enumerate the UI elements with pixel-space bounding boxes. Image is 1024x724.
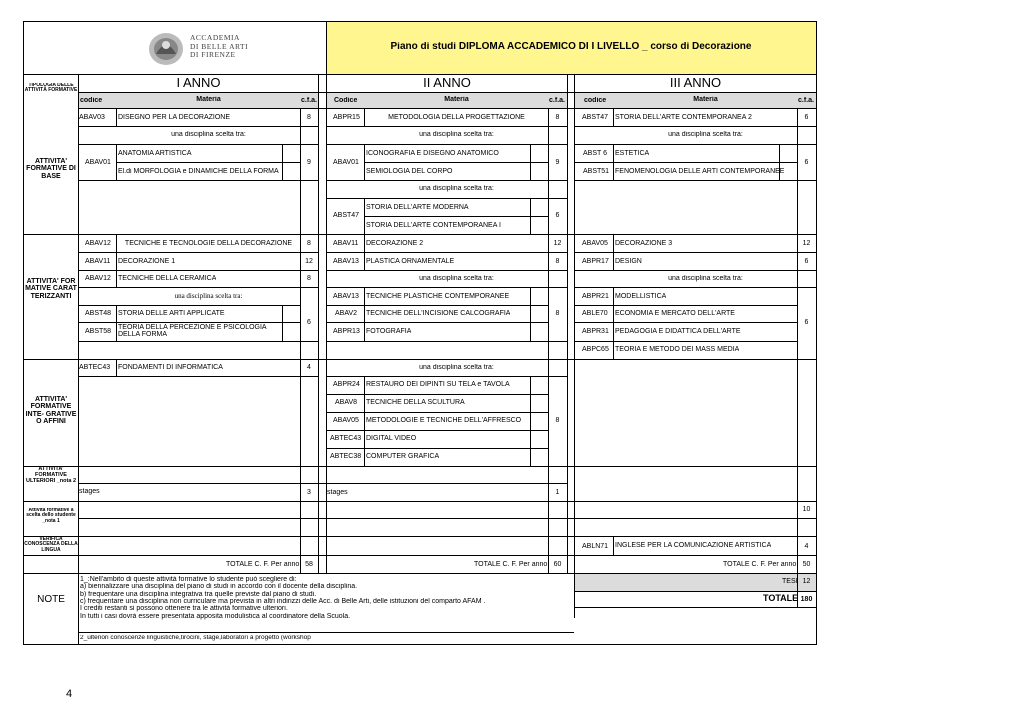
academy-line-1: ACCADEMIA xyxy=(190,33,240,42)
y3-car-group-1-name: MODELLISTICA xyxy=(615,293,667,300)
y2-base-code: ABAV01 xyxy=(333,159,359,166)
y3-car-1-code: ABAV05 xyxy=(582,240,608,247)
y3-col-materia: Materia xyxy=(693,96,718,103)
y2-int-1-code: ABPR24 xyxy=(333,381,360,388)
note-line-2: a) biennalizzare una disciplina del piano di studi in accordo con il docente della disciplina. xyxy=(80,583,358,591)
y1-base-item-2: El.di MORFOLOGIA e DINAMICHE DELLA FORMA xyxy=(118,168,279,175)
y3-lingua-code: ABLN71 xyxy=(582,543,609,550)
y2-int-5-name: COMPUTER GRAFICA xyxy=(366,453,440,460)
y2-int-1-name: RESTAURO DEI DIPINTI SU TELA e TAVOLA xyxy=(366,381,510,388)
y1-car-group-2-code: ABST58 xyxy=(85,328,112,335)
y2-scelta-2: una disciplina scelta tra: xyxy=(419,185,494,192)
note-line-5: I crediti restanti si possono ottenere tra le attività formative ulteriori. xyxy=(80,605,288,613)
y2-scelta-3: una disciplina scelta tra: xyxy=(419,275,494,282)
y1-base-item-1: ANATOMIA ARTISTICA xyxy=(118,150,192,157)
section-verifica: VERIFICA CONOSCENZA DELLA LINGUA xyxy=(24,537,78,553)
y2-stages: stages xyxy=(327,489,348,496)
y2-car-1-code: ABAV11 xyxy=(333,240,359,247)
y1-scelta-1: una disciplina scelta tra: xyxy=(171,131,246,138)
y3-car-group-4-code: ABPC65 xyxy=(582,346,609,353)
y1-car-3-name: TECNICHE DELLA CERAMICA xyxy=(118,275,217,282)
y1-car-2-code: ABAV11 xyxy=(85,258,111,265)
y2-r1-cfa: 8 xyxy=(555,114,560,121)
note-line-4: c) frequentare una disciplina non curriculare ma prevista in altri indirizzi delle Acc. di Belle Arti, delle istituzioni del comparto AFAM . xyxy=(80,598,486,606)
y3-base-1-name: ESTETICA xyxy=(615,150,650,157)
y2-totale-value: 60 xyxy=(553,561,562,568)
academy-line-2: DI BELLE ARTI xyxy=(190,41,249,51)
y3-lingua-cfa: 4 xyxy=(804,543,809,550)
y1-stages-cfa: 3 xyxy=(307,489,311,496)
y2-scelta-4: una disciplina scelta tra: xyxy=(419,364,494,371)
academy-seal-icon xyxy=(146,30,186,68)
y2-int-4-code: ABTEC43 xyxy=(330,435,362,442)
notes-block xyxy=(80,576,485,620)
y3-base-2-code: ABST51 xyxy=(583,168,610,175)
y2-car-group-2-code: ABAV2 xyxy=(335,310,358,317)
y3-r1-cfa: 6 xyxy=(804,114,809,121)
y3-car-2-cfa: 6 xyxy=(804,258,809,265)
y1-base-code: ABAV01 xyxy=(85,159,111,166)
y2-car-group-1-name: TECNICHE PLASTICHE CONTEMPORANEE xyxy=(366,293,510,300)
totale-generale-value: 180 xyxy=(800,596,813,603)
page-title: Piano di studi DIPLOMA ACCADEMICO DI I LIVELLO _ corso di Decorazione xyxy=(390,42,752,52)
y2-int-5-code: ABTEC38 xyxy=(330,453,362,460)
y1-car-2-cfa: 12 xyxy=(305,258,313,265)
y2-base-item-1: ICONOGRAFIA E DISEGNO ANATOMICO xyxy=(366,150,499,157)
y3-scelta-2: una disciplina scelta tra: xyxy=(668,275,743,282)
y1-col-codice: codice xyxy=(80,97,103,104)
y1-car-3-cfa: 8 xyxy=(307,275,311,282)
y2-int-3-code: ABAV05 xyxy=(333,417,359,424)
y2-base-cfa: 9 xyxy=(555,159,560,166)
academy-name xyxy=(190,34,248,60)
y3-r1-name: STORIA DELL'ARTE CONTEMPORANEA 2 xyxy=(615,114,752,121)
totale-generale-label: TOTALE xyxy=(763,594,799,603)
y2-scelta-1: una disciplina scelta tra: xyxy=(419,131,494,138)
y2-car-group-cfa: 8 xyxy=(555,310,560,317)
y1-car-1-code: ABAV12 xyxy=(85,240,111,247)
section-note: NOTE xyxy=(37,595,65,605)
y3-totale-value: 50 xyxy=(802,561,811,568)
y2-car-group-3-name: FOTOGRAFIA xyxy=(366,328,412,335)
y3-base-2-name: FENOMENOLOGIA DELLE ARTI CONTEMPORANEE xyxy=(615,168,785,175)
y2-car-2-name: PLASTICA ORNAMENTALE xyxy=(366,258,455,265)
y3-car-group-2-name: ECONOMIA E MERCATO DELL'ARTE xyxy=(615,310,735,317)
section-base: ATTIVITA' FORMATIVE DI BASE xyxy=(26,158,76,180)
y1-r1-code: ABAV03 xyxy=(79,114,105,121)
y1-car-group-1-name: STORIA DELLE ARTI APPLICATE xyxy=(118,310,225,317)
y2-base2-code: ABST47 xyxy=(333,212,360,219)
y3-car-group-3-code: ABPR31 xyxy=(582,328,609,335)
y3-car-group-3-name: PEDAGOGIA E DIDATTICA DELL'ARTE xyxy=(615,328,741,335)
year-2-heading: II ANNO xyxy=(423,76,471,90)
y1-car-group-cfa: 6 xyxy=(307,319,311,326)
note-line-1: 1_:Nell'ambito di queste attività formative lo studente può scegliere di: xyxy=(80,576,297,583)
y1-totale-label: TOTALE C. F. Per anno xyxy=(226,561,300,568)
y2-col-codice: Codice xyxy=(334,97,358,104)
y1-base-cfa: 9 xyxy=(307,159,311,166)
y2-r1-code: ABPR15 xyxy=(333,114,360,121)
section-caratterizzanti: ATTIVITA' FORMATIVE CARATTERIZZANTI xyxy=(25,278,77,300)
academy-line-3: DI FIRENZE xyxy=(190,50,236,60)
section-scelta: Attività formative a scelta dello studente _nota 1 xyxy=(26,508,76,524)
y2-int-2-code: ABAV8 xyxy=(335,399,358,406)
y2-base2-item-2: STORIA DELL'ARTE CONTEMPORANEA I xyxy=(366,222,501,229)
y3-totale-label: TOTALE C. F. Per anno xyxy=(723,561,797,568)
y1-int-name: FONDAMENTI DI INFORMATICA xyxy=(118,364,223,371)
y2-r1-name: METODOLOGIA DELLA PROGETTAZIONE xyxy=(388,114,525,121)
y3-car-group-4-name: TEORIA E METODO DEI MASS MEDIA xyxy=(615,346,740,353)
y3-car-group-cfa: 6 xyxy=(804,319,809,326)
y2-totale-label: TOTALE C. F. Per anno xyxy=(474,561,548,568)
y2-car-group-1-code: ABAV13 xyxy=(333,293,359,300)
y1-stages: stages xyxy=(79,488,100,495)
year-3-heading: III ANNO xyxy=(669,76,722,90)
y3-lingua-name: INGLESE PER LA COMUNICAZIONE ARTISTICA xyxy=(615,542,772,549)
y2-col-materia: Materia xyxy=(444,96,469,103)
academy-logo xyxy=(146,30,186,68)
y1-car-1-cfa: 8 xyxy=(307,240,311,247)
year-1-heading: I ANNO xyxy=(176,76,221,90)
y2-base2-item-1: STORIA DELL'ARTE MODERNA xyxy=(366,204,469,211)
y1-car-3-code: ABAV12 xyxy=(85,275,111,282)
note-line-6: In tutti i casi dovrà essere presentata apposita modulistica al coordinatore della Scuola. xyxy=(80,612,351,620)
y1-col-cfa: c.f.a. xyxy=(301,97,317,104)
tesi-label: TESI xyxy=(782,578,798,585)
y2-car-2-cfa: 8 xyxy=(555,258,560,265)
y3-r1-code: ABST47 xyxy=(582,114,609,121)
section-integrative: ATTIVITA' FORMATIVE INTE- GRATIVE O AFFINI xyxy=(25,396,77,426)
y1-int-cfa: 4 xyxy=(307,364,311,371)
y2-base-item-2: SEMIOLOGIA DEL CORPO xyxy=(366,168,453,175)
y2-car-1-name: DECORAZIONE 2 xyxy=(366,240,424,247)
y3-col-cfa: c.f.a. xyxy=(798,97,814,104)
tipologia-label: TIPOLOGIA DELLE ATTIVITÀ FORMATIVE xyxy=(24,83,78,94)
page-number: 4 xyxy=(66,688,73,700)
y3-car-group-2-code: ABLE70 xyxy=(582,310,608,317)
y3-car-1-name: DECORAZIONE 3 xyxy=(615,240,673,247)
y3-car-group-1-code: ABPR21 xyxy=(582,293,609,300)
y2-int-4-name: DIGITAL VIDEO xyxy=(366,435,417,442)
y3-col-codice: codice xyxy=(584,97,607,104)
y2-base2-cfa: 6 xyxy=(555,212,560,219)
y1-car-group-2-name: TEORIA DELLA PERCEZIONE E PSICOLOGIA DELLA FORMA xyxy=(118,324,267,339)
y1-car-2-name: DECORAZIONE 1 xyxy=(118,258,176,265)
y3-scelta-1: una disciplina scelta tra: xyxy=(668,131,743,138)
y3-base-1-code: ABST 6 xyxy=(583,150,607,157)
y1-totale-value: 58 xyxy=(305,561,313,568)
y2-col-cfa: c.f.a. xyxy=(549,97,565,104)
y2-car-1-cfa: 12 xyxy=(553,240,562,247)
y2-int-3-name: METODOLOGIE E TECNICHE DELL'AFFRESCO xyxy=(366,417,522,424)
y2-int-2-name: TECNICHE DELLA SCULTURA xyxy=(366,399,465,406)
y2-car-2-code: ABAV13 xyxy=(333,258,359,265)
y1-col-materia: Materia xyxy=(196,96,221,103)
section-ulteriori: ATTIVITA' FORMATIVE ULTERIORI _nota 2 xyxy=(25,467,76,484)
tesi-box xyxy=(575,574,816,591)
note-2: 2_ulteriori conoscenze linguistiche,tirocini, stage,laboratori a progetto (workshop xyxy=(80,635,311,641)
y1-int-code: ABTEC43 xyxy=(79,364,111,371)
y2-car-group-2-name: TECNICHE DELL'INCISIONE CALCOGRAFIA xyxy=(366,310,511,317)
y3-scelta-cfa: 10 xyxy=(802,506,811,513)
y2-car-group-3-code: ABPR13 xyxy=(333,328,360,335)
y1-car-group-1-code: ABST48 xyxy=(85,310,112,317)
y2-stages-cfa: 1 xyxy=(555,489,560,496)
y3-base-cfa: 6 xyxy=(804,159,809,166)
y1-scelta-2: una disciplina scelta tra: xyxy=(174,293,243,300)
y2-int-cfa: 8 xyxy=(555,417,560,424)
y3-car-2-code: ABPR17 xyxy=(582,258,609,265)
y3-car-2-name: DESIGN xyxy=(615,258,642,265)
y3-car-1-cfa: 12 xyxy=(802,240,811,247)
tesi-value: 12 xyxy=(802,578,811,585)
note-line-3: b) frequentare una disciplina integrativa tra quelle previste dal piano di studi. xyxy=(80,590,317,598)
y1-car-1-name: TECNICHE E TECNOLOGIE DELLA DECORAZIONE xyxy=(124,240,293,247)
y1-r1-cfa: 8 xyxy=(307,114,311,121)
y1-r1-name: DISEGNO PER LA DECORAZIONE xyxy=(118,114,231,121)
